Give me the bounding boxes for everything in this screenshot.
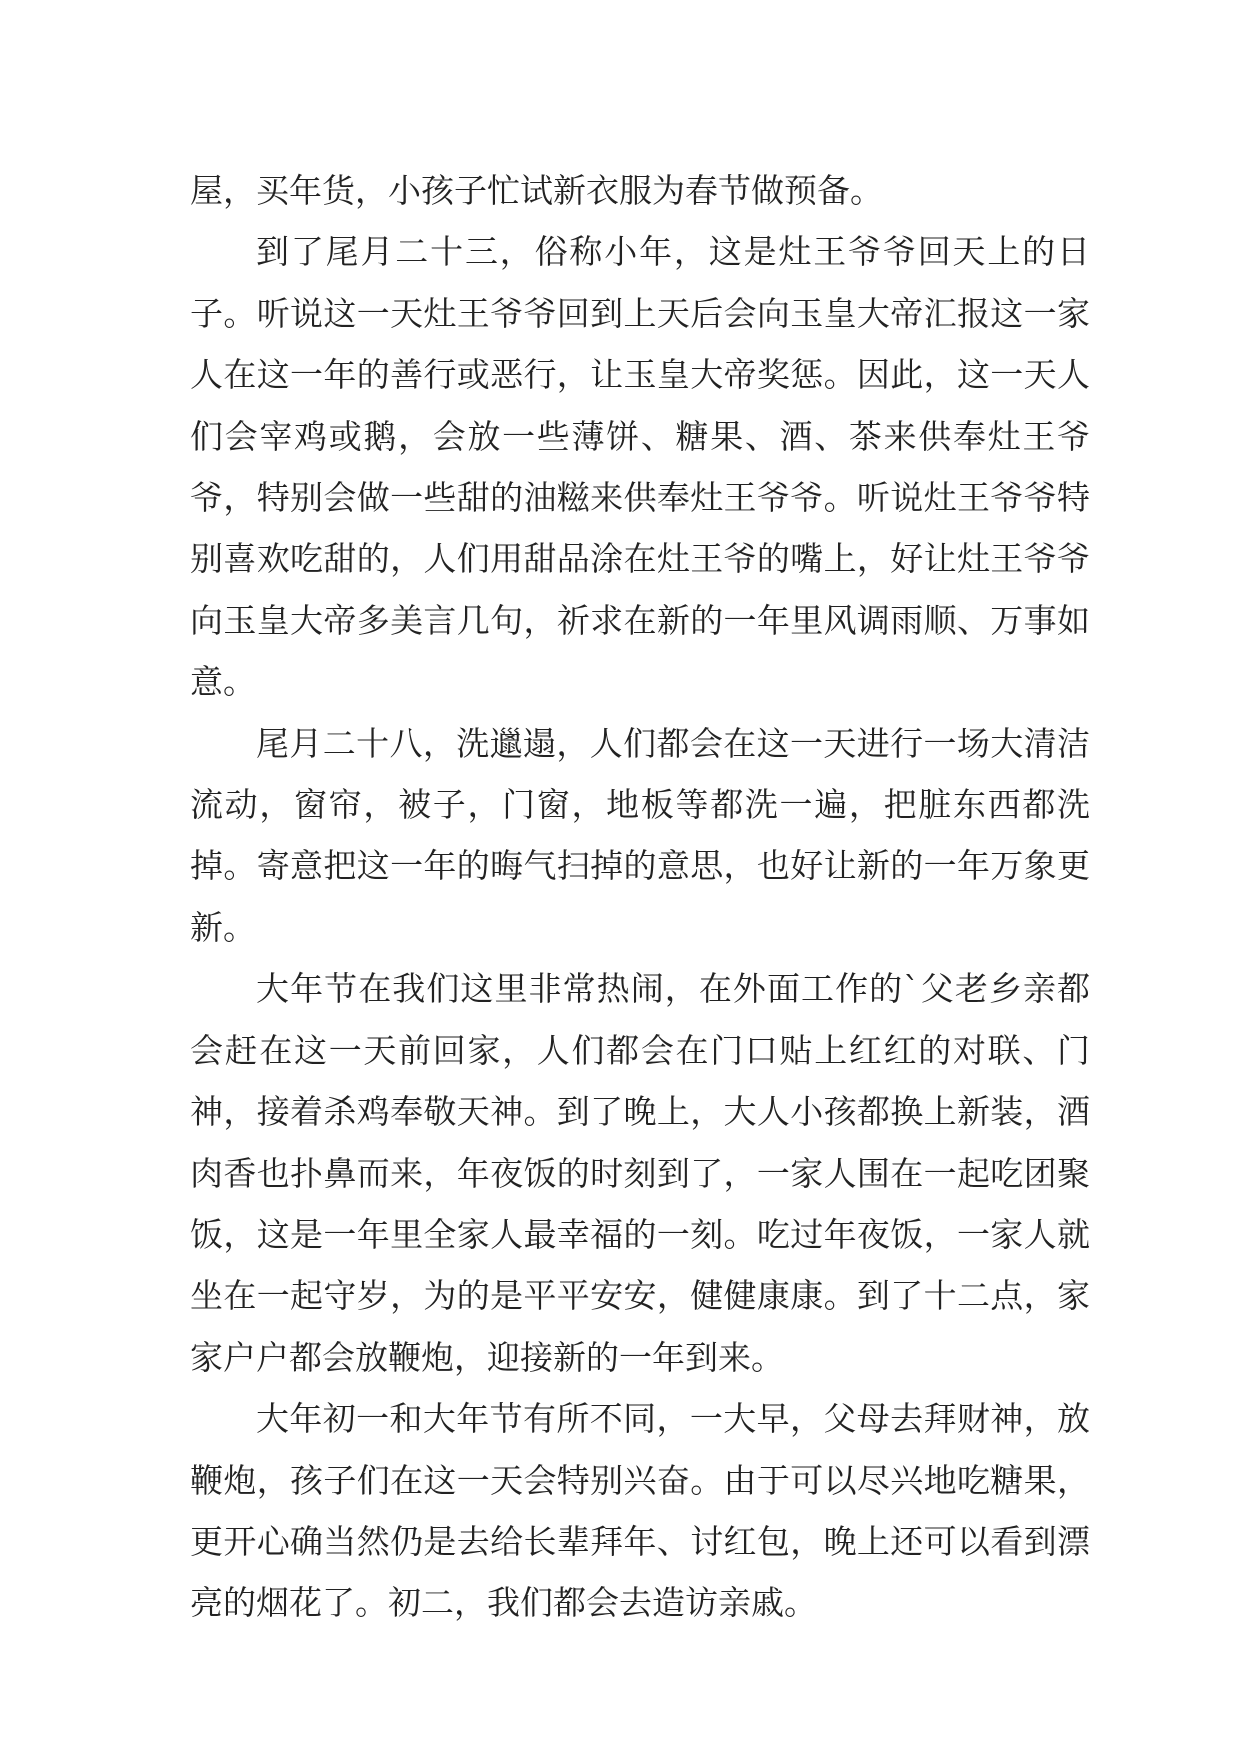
paragraph-new-years-eve: 大年节在我们这里非常热闹，在外面工作的`父老乡亲都会赶在这一天前回家，人们都会在门口贴上红红的对联、门神，接着杀鸡奉敬天神。到了晚上，大人小孩都换上新装，酒肉香也扑鼻而来，年夜饭的时刻到了，一家人围在一起吃团聚饭，这是一年里全家人最幸福的一刻。吃过年夜饭，一家人就坐在一起守岁，为的是平平安安，健健康康。到了十二点，家家户户都会放鞭炮，迎接新的一年到来。 (190, 969, 1090, 1377)
paragraph-cleaning: 尾月二十八，洗邋遢，人们都会在这一天进行一场大清洁流动，窗帘，被子，门窗，地板等都洗一遍，把脏东西都洗掉。寄意把这一年的晦气扫掉的意思，也好让新的一年万象更新。 (190, 723, 1090, 947)
paragraph-continued: 屋，买年货，小孩子忙试新衣服为春节做预备。 (190, 171, 883, 210)
paragraph-xiaonian: 到了尾月二十三，俗称小年，这是灶王爷爷回天上的日子。听说这一天灶王爷爷回到上天后会向玉皇大帝汇报这一家人在这一年的善行或恶行，让玉皇大帝奖惩。因此，这一天人们会宰鸡或鹅，会放一些薄饼、糖果、酒、茶来供奉灶王爷爷，特别会做一些甜的油糍来供奉灶王爷爷。听说灶王爷爷特别喜欢吃甜的，人们用甜品涂在灶王爷的嘴上，好让灶王爷爷向玉皇大帝多美言几句，祈求在新的一年里风调雨顺、万事如意。 (190, 232, 1090, 702)
paragraph-new-years-day: 大年初一和大年节有所不同，一大早，父母去拜财神，放鞭炮，孩子们在这一天会特别兴奋。由于可以尽兴地吃糖果，更开心确当然仍是去给长辈拜年、讨红包，晚上还可以看到漂亮的烟花了。初二，我们都会去造访亲戚。 (190, 1399, 1090, 1623)
body-text (190, 160, 1090, 1634)
